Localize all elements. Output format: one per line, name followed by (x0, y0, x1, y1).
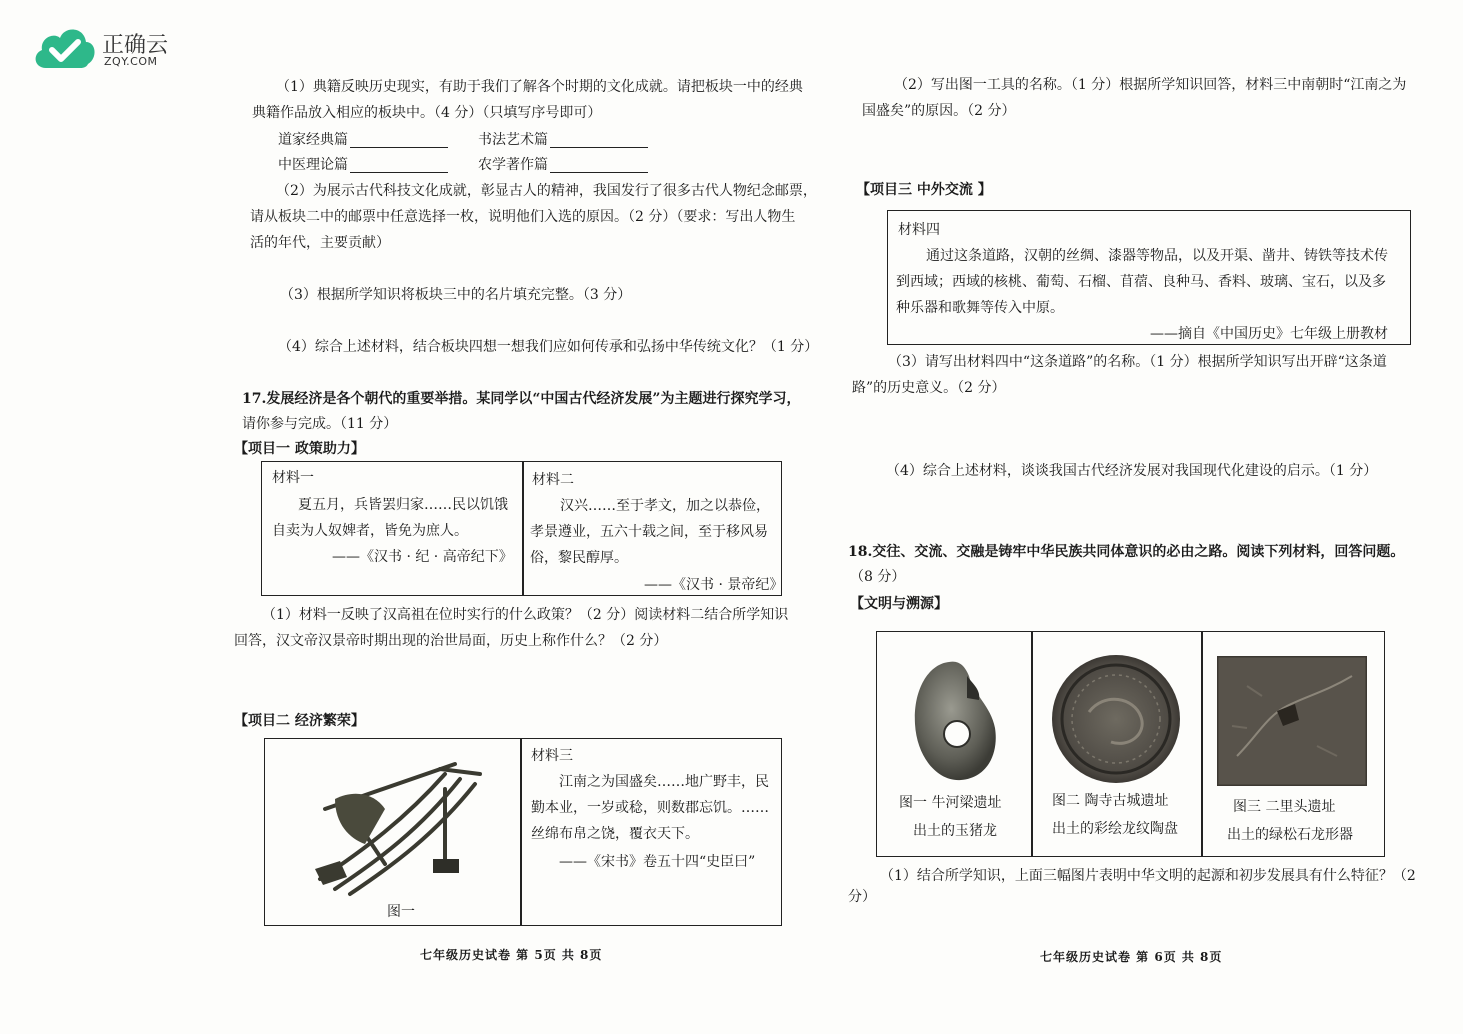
material1-line1: 夏五月，兵皆罢归家……民以饥饿 (298, 497, 508, 513)
material4-line3: 种乐器和歌舞等传入中原。 (896, 300, 1064, 316)
q17-2-line2: 国盛矣”的原因。（2 分） (862, 103, 1016, 119)
material-table-3 (264, 738, 782, 926)
figure1-label-line1: 图一 牛河梁遗址 (899, 795, 1002, 811)
q16-2-line3: 活的年代，主要贡献） (250, 235, 390, 251)
left-footer: 七年级历史试卷 第 5页 共 8页 (420, 948, 603, 962)
q16-2-line1: （2）为展示古代科技文化成就，彰显古人的精神，我国发行了很多古代人物纪念邮票， (276, 183, 817, 199)
q17-line1: 17.发展经济是各个朝代的重要举措。某同学以“中国古代经济发展”为主题进行探究学习， (242, 391, 801, 407)
figure3-label-line1: 图三 二里头遗址 (1233, 799, 1336, 815)
q17-3-line1: （3）请写出材料四中“这条道路”的名称。（1 分）根据所学知识写出开辟“这条道 (888, 354, 1387, 370)
turquoise-dragon-figure (1217, 656, 1367, 786)
cloud-check-icon (30, 22, 98, 72)
blank-label-nongxue: 农学著作篇 (478, 157, 548, 173)
q16-2-line2: 请从板块二中的邮票中任意选择一枚，说明他们入选的原因。（2 分）（要求：写出人物生 (250, 209, 796, 225)
project1-heading: 【项目一 政策助力】 (234, 441, 365, 457)
figure2-label-line1: 图二 陶寺古城遗址 (1052, 793, 1169, 809)
material2-line3: 俗，黎民醇厚。 (530, 550, 628, 566)
answer-blank[interactable] (550, 158, 648, 173)
q16-4: （4）综合上述材料，结合板块四想一想我们应如何传承和弘扬中华传统文化？（1 分） (278, 339, 819, 355)
q17-line2: 请你参与完成。（11 分） (242, 416, 398, 432)
answer-blank[interactable] (350, 158, 448, 173)
q16-1-line2: 典籍作品放入相应的板块中。（4 分）（只填写序号即可） (252, 105, 602, 121)
material3-line1: 江南之为国盛矣……地广野丰，民 (559, 774, 769, 790)
material2-source: ——《汉书 · 景帝纪》 (644, 577, 784, 593)
material2-line1: 汉兴……至于孝文，加之以恭俭， (560, 498, 770, 514)
q17-4: （4）综合上述材料，谈谈我国古代经济发展对我国现代化建设的启示。（1 分） (886, 463, 1378, 479)
figure3-label-line2: 出土的绿松石龙形器 (1227, 827, 1353, 843)
material3-title: 材料三 (531, 748, 573, 764)
material2-title: 材料二 (532, 472, 574, 488)
material-table-1-2 (261, 461, 782, 596)
logo-name: 正确云 (102, 33, 169, 58)
project2-heading: 【项目二 经济繁荣】 (234, 713, 365, 729)
q18-1-line2: 分） (848, 889, 876, 905)
painted-dragon-plate-figure (1049, 652, 1184, 787)
material4-source: ——摘自《中国历史》七年级上册教材 (1150, 326, 1388, 342)
q17-1-line2: 回答，汉文帝汉景帝时期出现的治世局面，历史上称作什么？（2 分） (234, 633, 668, 649)
material3-line3: 丝绵布帛之饶，覆衣天下。 (531, 826, 699, 842)
logo-domain: ZQY.COM (104, 55, 158, 68)
curved-plow-figure (295, 749, 495, 899)
material4-line2: 到西域；西域的核桃、葡萄、石榴、苜蓿、良种马、香料、玻璃、宝石，以及多 (896, 274, 1386, 290)
figure1-caption: 图一 (387, 904, 415, 920)
figures-table (876, 631, 1385, 857)
right-footer: 七年级历史试卷 第 6页 共 8页 (1040, 950, 1223, 964)
blank-label-shufa: 书法艺术篇 (478, 132, 548, 148)
jade-pig-dragon-figure (899, 654, 1009, 789)
blank-row-1b (478, 127, 648, 153)
material4-line1: 通过这条道路，汉朝的丝绸、漆器等物品，以及开渠、凿井、铸铁等技术传 (926, 248, 1388, 264)
q18-line1: 18.交往、交流、交融是铸牢中华民族共同体意识的必由之路。阅读下列材料，回答问题。 (848, 544, 1405, 560)
blank-row-1 (278, 127, 448, 153)
material1-title: 材料一 (272, 470, 314, 486)
project3-heading: 【项目三 中外交流 】 (856, 182, 992, 198)
q17-1-line1: （1）材料一反映了汉高祖在位时实行的什么政策？（2 分）阅读材料二结合所学知识 (262, 607, 789, 623)
blank-label-daojia: 道家经典篇 (278, 132, 348, 148)
material1-line2: 自卖为人奴婢者，皆免为庶人。 (272, 523, 468, 539)
q18-1-line1: （1）结合所学知识，上面三幅图片表明中华文明的起源和初步发展具有什么特征？（2 (880, 868, 1416, 884)
material1-source: ——《汉书 · 纪 · 高帝纪下》 (332, 549, 513, 565)
answer-blank[interactable] (550, 133, 648, 148)
material3-line2: 勤本业，一岁或稔，则数郡忘饥。…… (531, 800, 769, 816)
q17-2-line1: （2）写出图一工具的名称。（1 分）根据所学知识回答，材料三中南朝时“江南之为 (894, 77, 1407, 93)
figure1-label-line2: 出土的玉猪龙 (913, 823, 997, 839)
q17-3-line2: 路”的历史意义。（2 分） (852, 380, 1006, 396)
blank-row-2b (478, 152, 648, 178)
q16-1-line1: （1）典籍反映历史现实，有助于我们了解各个时期的文化成就。请把板块一中的经典 (276, 79, 803, 95)
figure2-label-line2: 出土的彩绘龙纹陶盘 (1052, 821, 1178, 837)
q16-3: （3）根据所学知识将板块三中的名片填充完整。（3 分） (280, 287, 632, 303)
q18-line2: （8 分） (850, 569, 906, 585)
material2-line2: 孝景遵业，五六十载之间，至于移风易 (530, 524, 768, 540)
material3-source: ——《宋书》卷五十四“史臣曰” (559, 854, 756, 870)
section-heading: 【文明与溯源】 (850, 596, 948, 612)
material-box-4 (887, 210, 1411, 345)
material4-title: 材料四 (898, 222, 940, 238)
blank-label-zhongyi: 中医理论篇 (278, 157, 348, 173)
answer-blank[interactable] (350, 133, 448, 148)
blank-row-2 (278, 152, 448, 178)
